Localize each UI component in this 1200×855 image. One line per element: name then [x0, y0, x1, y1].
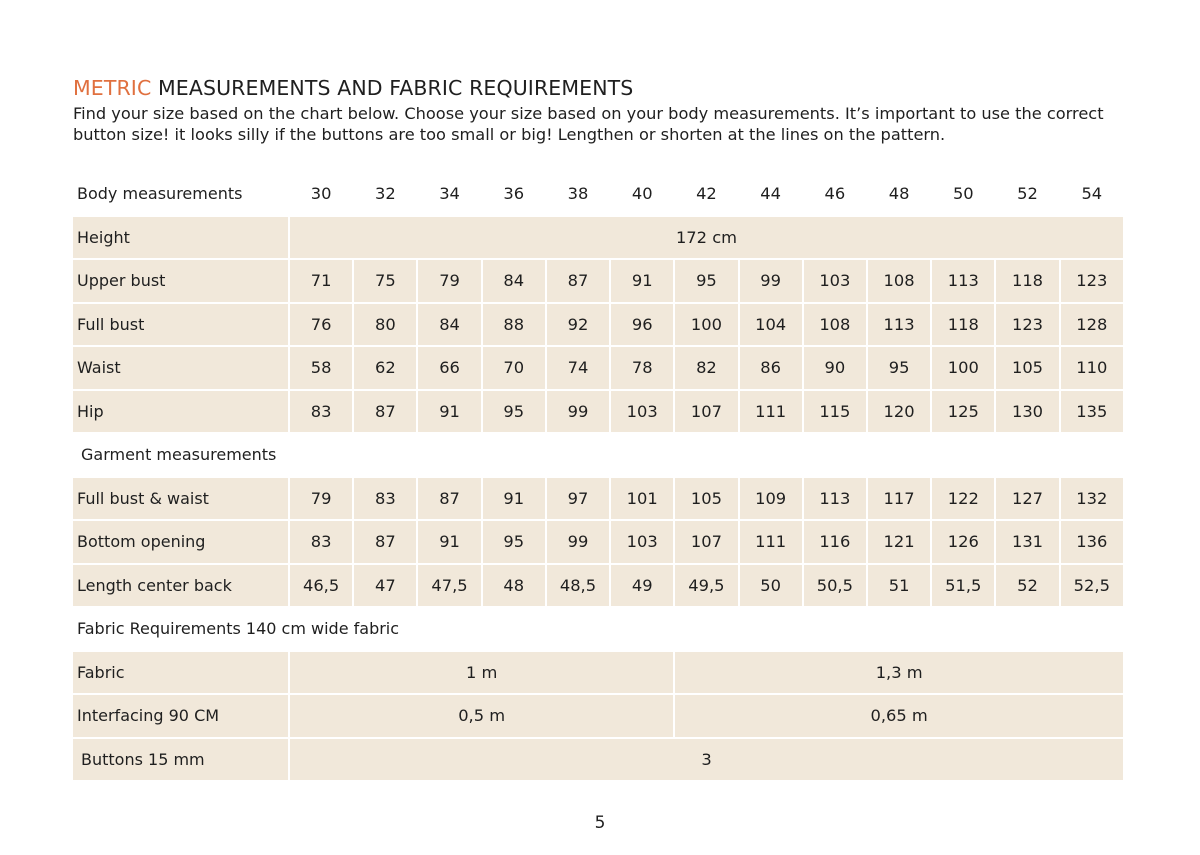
- table-cell: 113: [804, 478, 866, 520]
- table-cell: 87: [418, 478, 480, 520]
- table-row: [73, 347, 1123, 389]
- size-column-header: 36: [503, 184, 525, 204]
- table-cell: 113: [932, 260, 994, 302]
- size-column-header: 54: [1081, 184, 1103, 204]
- table-cell: 83: [354, 478, 416, 520]
- table-cell: 110: [1061, 347, 1123, 389]
- size-column-header: 32: [374, 184, 396, 204]
- page-number: 5: [594, 813, 606, 833]
- table-cell: 51,5: [932, 565, 994, 607]
- table-cell: 48,5: [547, 565, 609, 607]
- table-cell: 79: [418, 260, 480, 302]
- fabric-large-sizes: 1,3 m: [675, 652, 1123, 694]
- table-cell: 115: [804, 391, 866, 433]
- table-cell: 84: [418, 304, 480, 346]
- table-cell: 91: [418, 521, 480, 563]
- table-cell: 95: [483, 391, 545, 433]
- size-column-header: 42: [696, 184, 717, 204]
- table-cell: 82: [675, 347, 737, 389]
- table-cell: 51: [868, 565, 930, 607]
- table-cell: 99: [740, 260, 802, 302]
- interfacing-large-sizes: 0,65 m: [675, 695, 1123, 737]
- table-cell: 91: [611, 260, 673, 302]
- table-cell: 122: [932, 478, 994, 520]
- body-measurements-heading: Body measurements: [77, 184, 243, 204]
- row-label: Waist: [73, 347, 288, 389]
- table-cell: 86: [740, 347, 802, 389]
- row-label: Upper bust: [73, 260, 288, 302]
- table-cell: 92: [547, 304, 609, 346]
- row-label: Fabric: [73, 652, 288, 694]
- buttons-value: 3: [290, 739, 1123, 781]
- table-cell: 123: [1061, 260, 1123, 302]
- table-cell: 117: [868, 478, 930, 520]
- size-chart-body: [73, 173, 1123, 780]
- table-cell: 52: [996, 565, 1058, 607]
- fabric-small-sizes: 1 m: [290, 652, 673, 694]
- size-column-header: 40: [631, 184, 653, 204]
- table-cell: 105: [675, 478, 737, 520]
- size-column-header: 46: [824, 184, 846, 204]
- table-cell: 135: [1061, 391, 1123, 433]
- table-cell: 48: [483, 565, 545, 607]
- table-cell: 49,5: [675, 565, 737, 607]
- table-cell: 104: [740, 304, 802, 346]
- size-header-row: [73, 173, 1123, 215]
- table-cell: 116: [804, 521, 866, 563]
- row-label: Full bust: [73, 304, 288, 346]
- table-cell: 136: [1061, 521, 1123, 563]
- table-cell: 91: [483, 478, 545, 520]
- title-accent: METRIC: [73, 76, 152, 100]
- table-row: [73, 478, 1123, 520]
- table-cell: 132: [1061, 478, 1123, 520]
- table-cell: 47,5: [418, 565, 480, 607]
- table-cell: 79: [290, 478, 352, 520]
- table-cell: 105: [996, 347, 1058, 389]
- table-cell: 100: [675, 304, 737, 346]
- table-cell: 96: [611, 304, 673, 346]
- table-cell: 103: [611, 391, 673, 433]
- table-cell: 131: [996, 521, 1058, 563]
- table-row-fabric: [73, 652, 1123, 694]
- table-cell: 50,5: [804, 565, 866, 607]
- table-cell: 71: [290, 260, 352, 302]
- height-value: 172 cm: [290, 217, 1123, 259]
- table-cell: 128: [1061, 304, 1123, 346]
- size-column-header: 38: [567, 184, 589, 204]
- intro-text: Find your size based on the chart below. Choose your size based on your body measurements. It’s important to use the correct button size! it looks silly if the buttons are too small or big! Lengthen or shorten at the lines on the pattern.: [73, 104, 1104, 144]
- table-cell: 46,5: [290, 565, 352, 607]
- table-cell: 62: [354, 347, 416, 389]
- table-cell: 107: [675, 521, 737, 563]
- table-cell: 121: [868, 521, 930, 563]
- table-cell: 83: [290, 391, 352, 433]
- size-column-header: 34: [439, 184, 460, 204]
- table-cell: 118: [932, 304, 994, 346]
- table-cell: 66: [418, 347, 480, 389]
- table-cell: 103: [804, 260, 866, 302]
- table-cell: 99: [547, 521, 609, 563]
- table-cell: 97: [547, 478, 609, 520]
- table-cell: 108: [804, 304, 866, 346]
- size-column-header: 52: [1017, 184, 1038, 204]
- table-cell: 75: [354, 260, 416, 302]
- table-cell: 118: [996, 260, 1058, 302]
- table-cell: 90: [804, 347, 866, 389]
- table-cell: 83: [290, 521, 352, 563]
- table-cell: 109: [740, 478, 802, 520]
- table-cell: 107: [675, 391, 737, 433]
- table-cell: 52,5: [1061, 565, 1123, 607]
- table-cell: 111: [740, 521, 802, 563]
- table-row: [73, 565, 1123, 607]
- table-cell: 74: [547, 347, 609, 389]
- row-label: Buttons 15 mm: [73, 739, 288, 781]
- row-label: Length center back: [73, 565, 288, 607]
- table-cell: 50: [740, 565, 802, 607]
- table-cell: 100: [932, 347, 994, 389]
- table-row: [73, 391, 1123, 433]
- table-cell: 123: [996, 304, 1058, 346]
- row-label: Full bust & waist: [73, 478, 288, 520]
- fabric-section-row: [73, 608, 1123, 650]
- table-row: [73, 304, 1123, 346]
- table-cell: 95: [675, 260, 737, 302]
- table-cell: 70: [483, 347, 545, 389]
- table-row-buttons: [73, 739, 1123, 781]
- size-column-header: 50: [952, 184, 974, 204]
- row-label: Height: [73, 217, 288, 259]
- row-label: Hip: [73, 391, 288, 433]
- size-column-header: 44: [760, 184, 781, 204]
- table-cell: 108: [868, 260, 930, 302]
- table-cell: 111: [740, 391, 802, 433]
- table-cell: 95: [868, 347, 930, 389]
- size-column-header: 48: [888, 184, 910, 204]
- size-column-header: 30: [310, 184, 332, 204]
- table-cell: 88: [483, 304, 545, 346]
- table-row-interfacing: [73, 695, 1123, 737]
- table-cell: 120: [868, 391, 930, 433]
- table-cell: 91: [418, 391, 480, 433]
- table-cell: 78: [611, 347, 673, 389]
- table-cell: 84: [483, 260, 545, 302]
- garment-measurements-heading: Garment measurements: [81, 445, 277, 465]
- row-label: Bottom opening: [73, 521, 288, 563]
- size-chart: [71, 171, 1125, 782]
- interfacing-small-sizes: 0,5 m: [290, 695, 673, 737]
- table-cell: 101: [611, 478, 673, 520]
- table-row: [73, 521, 1123, 563]
- table-cell: 126: [932, 521, 994, 563]
- table-cell: 95: [483, 521, 545, 563]
- page-title: [73, 76, 633, 100]
- table-cell: 130: [996, 391, 1058, 433]
- table-row-height: [73, 217, 1123, 259]
- title-rest: MEASUREMENTS AND FABRIC REQUIREMENTS: [151, 76, 634, 100]
- table-cell: 99: [547, 391, 609, 433]
- table-cell: 58: [290, 347, 352, 389]
- table-cell: 87: [354, 521, 416, 563]
- table-cell: 113: [868, 304, 930, 346]
- table-cell: 80: [354, 304, 416, 346]
- table-cell: 47: [354, 565, 416, 607]
- row-label: Interfacing 90 CM: [73, 695, 288, 737]
- fabric-requirements-heading: Fabric Requirements 140 cm wide fabric: [77, 619, 400, 639]
- table-cell: 49: [611, 565, 673, 607]
- table-cell: 76: [290, 304, 352, 346]
- table-cell: 125: [932, 391, 994, 433]
- table-cell: 87: [547, 260, 609, 302]
- garment-section-row: [73, 434, 1123, 476]
- table-cell: 103: [611, 521, 673, 563]
- table-row: [73, 260, 1123, 302]
- table-cell: 127: [996, 478, 1058, 520]
- table-cell: 87: [354, 391, 416, 433]
